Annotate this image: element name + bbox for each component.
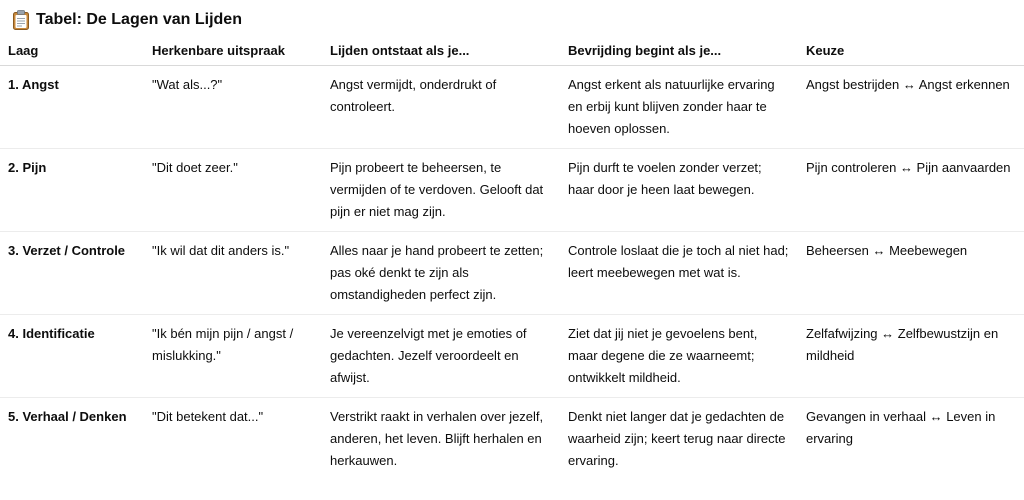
column-header-layer: Laag [0,36,144,66]
cell-statement: "Ik bén mijn pijn / angst / mislukking." [144,315,322,398]
cell-suffering: Alles naar je hand probeert te zetten; pas oké denkt te zijn als omstandigheden perfect zijn. [322,232,560,315]
table-row [0,232,1024,315]
cell-suffering: Pijn probeert te beheersen, te vermijden of te verdoven. Gelooft dat pijn er niet mag zijn. [322,149,560,232]
table-row [0,398,1024,481]
cell-statement: "Dit doet zeer." [144,149,322,232]
table-header-row [0,36,1024,66]
cell-layer: 2. Pijn [0,149,144,232]
layers-table [0,36,1024,480]
clipboard-icon [12,10,30,30]
column-header-statement: Herkenbare uitspraak [144,36,322,66]
cell-liberation: Angst erkent als natuurlijke ervaring en erbij kunt blijven zonder haar te hoeven oplossen. [560,66,798,149]
cell-statement: "Ik wil dat dit anders is." [144,232,322,315]
cell-suffering: Je vereenzelvigt met je emoties of gedachten. Jezelf veroordeelt en afwijst. [322,315,560,398]
table-row [0,66,1024,149]
cell-choice: Zelfafwijzing ↔ Zelfbewustzijn en mildheid [798,315,1024,398]
cell-statement: "Wat als...?" [144,66,322,149]
cell-liberation: Denkt niet langer dat je gedachten de waarheid zijn; keert terug naar directe ervaring. [568,409,786,468]
cell-statement: "Dit betekent dat..." [152,409,264,424]
cell-layer: 3. Verzet / Controle [0,232,144,315]
table-heading [12,8,242,32]
cell-suffering: Angst vermijdt, onderdrukt of controleert. [322,66,560,149]
cell-liberation: Pijn durft te voelen zonder verzet; haar door je heen laat bewegen. [560,149,798,232]
cell-choice: Angst bestrijden ↔ Angst erkennen [798,66,1024,149]
cell-layer: 4. Identificatie [0,315,144,398]
cell-liberation: Controle loslaat die je toch al niet had; leert meebewegen met wat is. [560,232,798,315]
cell-liberation: Ziet dat jij niet je gevoelens bent, maar degene die ze waarneemt; ontwikkelt mildheid. [560,315,798,398]
cell-choice: Pijn controleren ↔ Pijn aanvaarden [798,149,1024,232]
cell-layer: 1. Angst [0,66,144,149]
column-header-suffering: Lijden ontstaat als je... [322,36,560,66]
cell-layer: 5. Verhaal / Denken [8,409,127,424]
table-row [0,315,1024,398]
cell-choice: Gevangen in verhaal ↔ Leven in ervaring [806,409,996,446]
cell-choice: Beheersen ↔ Meebewegen [798,232,1024,315]
column-header-choice: Keuze [798,36,1024,66]
cell-suffering: Verstrikt raakt in verhalen over jezelf, anderen, het leven. Blijft herhalen en herkauwen. [330,409,544,468]
page-title: Tabel: De Lagen van Lijden [36,11,242,28]
column-header-liberation: Bevrijding begint als je... [560,36,798,66]
table-row [0,149,1024,232]
